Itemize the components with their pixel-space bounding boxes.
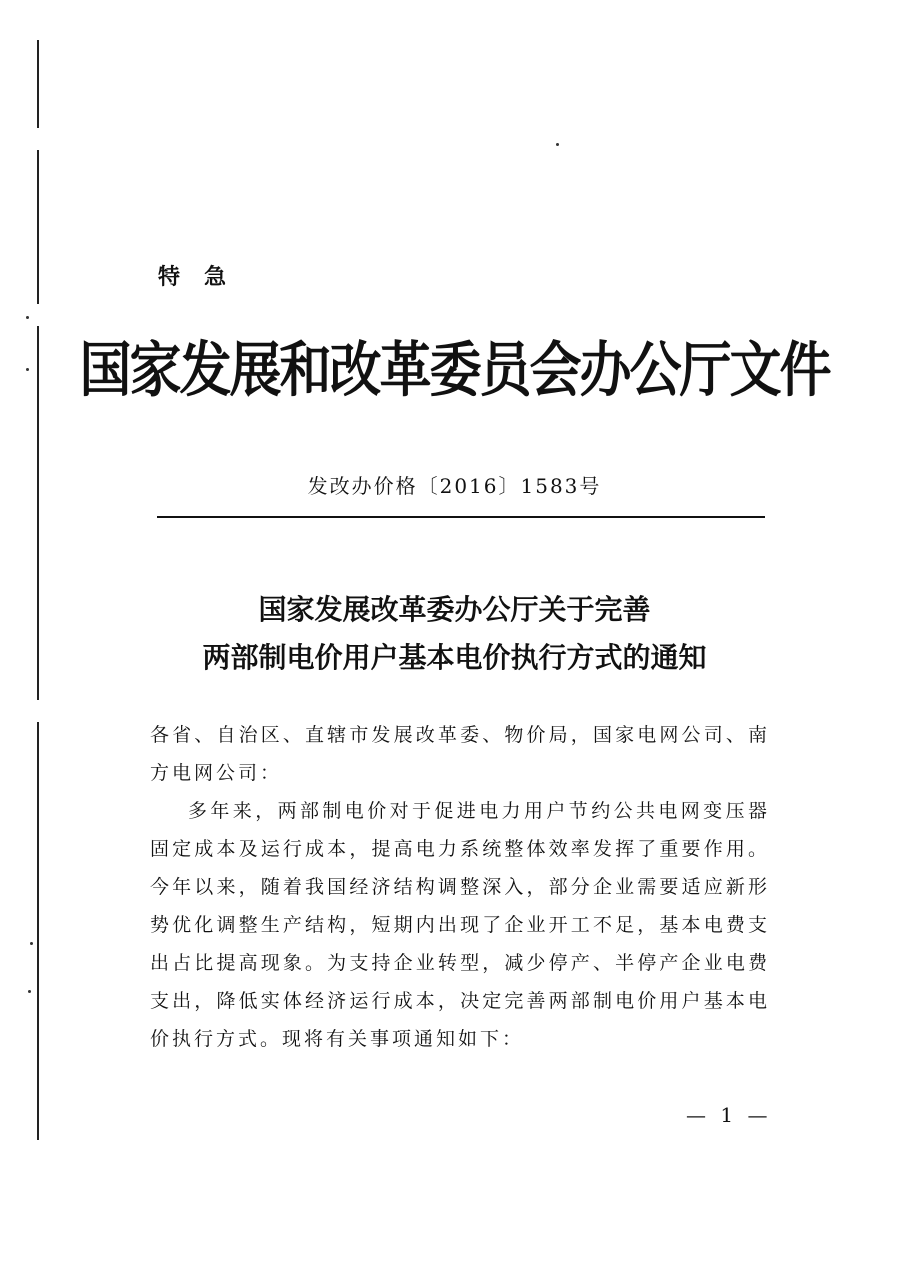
document-body — [150, 716, 770, 1058]
page-number: — 1 — — [686, 1103, 772, 1127]
body-paragraph: 多年来，两部制电价对于促进电力用户节约公共电网变压器固定成本及运行成本，提高电力系统整体效率发挥了重要作用。今年以来，随着我国经济结构调整深入，部分企业需要适应新形势优化调整生产结构，短期内出现了企业开工不足，基本电费支出占比提高现象。为支持企业转型，减少停产、半停产企业电费支出，降低实体经济运行成本，决定完善两部制电价用户基本电价执行方式。现将有关事项通知如下： — [150, 800, 770, 1050]
issuing-authority-title: 国家发展和改革委员会办公厅文件 — [79, 336, 830, 406]
scan-speck — [26, 316, 29, 319]
notice-title-line2: 两部制电价用户基本电价执行方式的通知 — [202, 641, 707, 674]
document-number: 发改办价格〔2016〕1583号 — [307, 474, 602, 498]
notice-title-line1: 国家发展改革委办公厅关于完善 — [258, 593, 651, 626]
scan-speck — [556, 143, 559, 146]
header-divider — [157, 516, 765, 518]
urgency-label: 特急 — [158, 265, 251, 290]
notice-title — [0, 586, 909, 682]
scan-speck — [28, 990, 31, 993]
scan-speck — [30, 942, 33, 945]
salutation: 各省、自治区、直辖市发展改革委、物价局，国家电网公司、南方电网公司： — [150, 724, 770, 784]
